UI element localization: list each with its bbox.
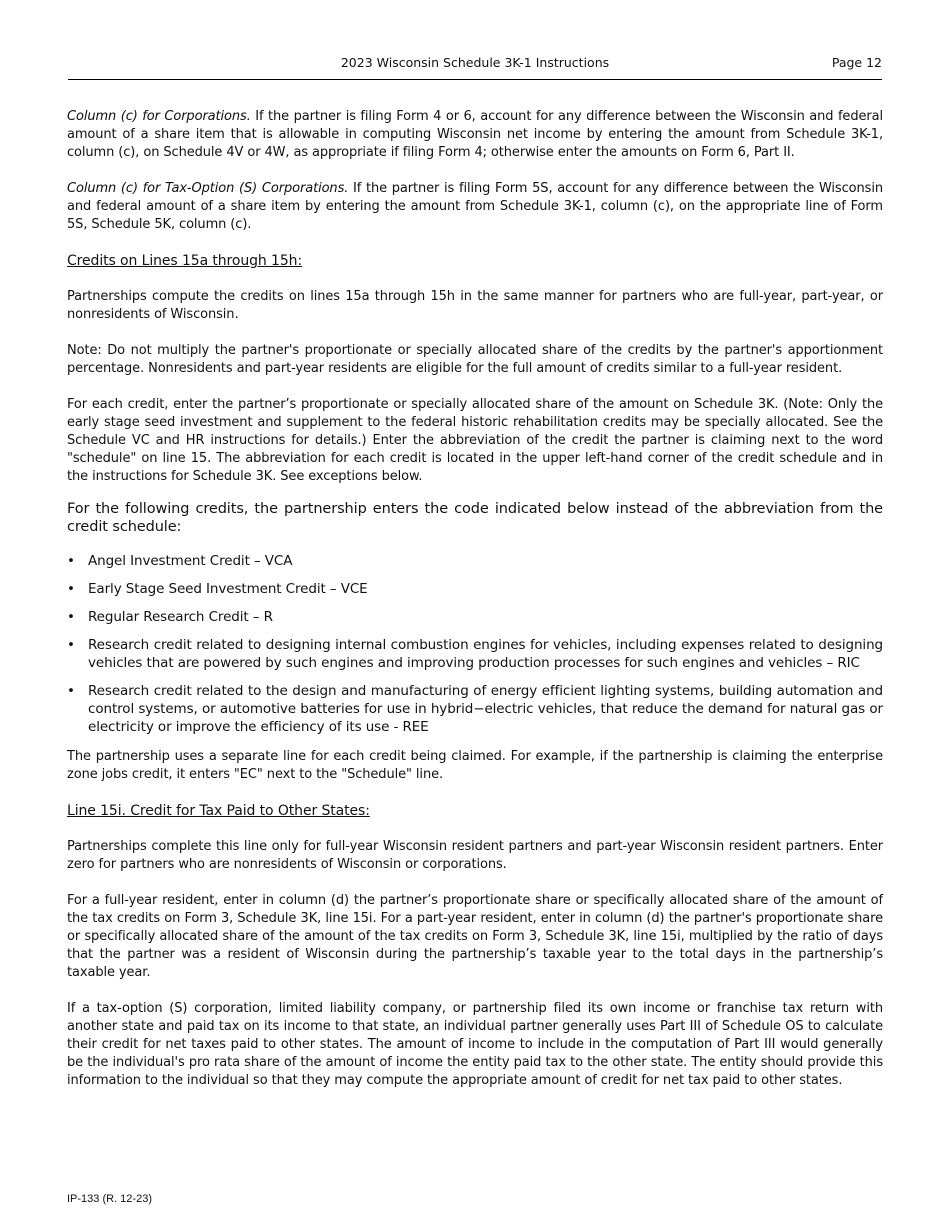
line-15i-heading: Line 15i. Credit for Tax Paid to Other States: — [67, 803, 370, 819]
line-15i-paragraph-1: Partnerships complete this line only for full-year Wisconsin resident partners and part-year Wisconsin resident partners. Enter zero for partners who are nonresidents of Wisconsin or corporations. — [67, 839, 883, 872]
bullet-icon: • — [67, 581, 75, 597]
page-number: Page 12 — [831, 55, 882, 70]
list-item-text: Regular Research Credit – R — [88, 609, 273, 625]
credits-paragraph-4: The partnership uses a separate line for each credit being claimed. For example, if the partnership is claiming the enterprise zone jobs credit, it enters "EC" next to the "Schedule" line. — [67, 749, 883, 782]
list-item — [67, 636, 883, 672]
page-header — [68, 54, 882, 80]
list-item — [67, 580, 883, 598]
list-item-text: Angel Investment Credit – VCA — [88, 553, 293, 569]
bullet-icon: • — [67, 683, 75, 699]
credit-code-list — [67, 552, 883, 736]
column-c-tax-option-text: If the partner is filing Form 5S, account for any difference between the Wisconsin and federal amount of a share item by entering the amount from Schedule 3K-1, column (c), on the appropriate line of Form 5S, Schedule 5K, column (c). — [67, 181, 883, 232]
document-body — [67, 108, 883, 1108]
document-title: 2023 Wisconsin Schedule 3K-1 Instructions — [340, 55, 610, 70]
list-item-text: Research credit related to designing internal combustion engines for vehicles, including expenses related to designing vehicles that are powered by such engines and improving production processes for such engines and vehicles – RIC — [88, 637, 883, 671]
list-item-text: Research credit related to the design and manufacturing of energy efficient lighting systems, building automation and control systems, or automotive batteries for use in hybrid−electric vehicles, that reduce the demand for natural gas or electricity or improve the efficiency of its use - REE — [88, 683, 883, 735]
column-c-tax-option-heading: Column (c) for Tax-Option (S) Corporations. — [67, 181, 349, 196]
list-item-text: Early Stage Seed Investment Credit – VCE — [88, 581, 368, 597]
line-15i-paragraph-2: For a full-year resident, enter in column (d) the partner’s proportionate share or specifically allocated share of the amount of the tax credits on Form 3, Schedule 3K, line 15i. For a part-year resident, enter in column (d) the partner's proportionate share or specifically allocated share of the amount of the tax credits on Form 3, Schedule 3K, line 15i, multiplied by the ratio of days that the partner was a resident of Wisconsin during the partnership’s taxable year to the total days in the partnership’s taxable year. — [67, 893, 883, 980]
column-c-corporations-paragraph — [67, 108, 883, 162]
credits-section-heading: Credits on Lines 15a through 15h: — [67, 253, 303, 269]
bullet-icon: • — [67, 637, 75, 653]
bullet-icon: • — [67, 609, 75, 625]
column-c-corporations-heading: Column (c) for Corporations. — [67, 109, 251, 124]
bullet-icon: • — [67, 553, 75, 569]
credits-note-paragraph: Note: Do not multiply the partner's proportionate or specially allocated share of the credits by the partner's apportionment percentage. Nonresidents and part-year residents are eligible for the full amount of credits similar to a full-year resident. — [67, 343, 883, 376]
form-identifier: IP-133 (R. 12-23) — [67, 1193, 152, 1205]
column-c-corporations-text: If the partner is filing Form 4 or 6, account for any difference between the Wisconsin and federal amount of a share item that is allowable in computing Wisconsin net income by entering the amount from Schedule 3K-1, column (c), on Schedule 4V or 4W, as appropriate if filing Form 4; otherwise enter the amounts on Form 6, Part II. — [67, 109, 884, 160]
credits-paragraph-3: For each credit, enter the partner’s proportionate or specially allocated share of the amount on Schedule 3K. (Note: Only the early stage seed investment and supplement to the federal historic rehabilitation credits may be specially allocated. See the Schedule VC and HR instructions for details.) Enter the abbreviation of the credit the partner is claiming next to the word "schedule" on line 15. The abbreviation for each credit is located in the upper left-hand corner of the credit schedule and in the instructions for Schedule 3K. See exceptions below. — [67, 397, 883, 484]
list-item — [67, 552, 883, 570]
list-item — [67, 682, 883, 736]
credits-paragraph-1: Partnerships compute the credits on lines 15a through 15h in the same manner for partners who are full-year, part-year, or nonresidents of Wisconsin. — [67, 289, 883, 322]
credits-codes-lead: For the following credits, the partnership enters the code indicated below instead of the abbreviation from the credit schedule: — [67, 501, 883, 535]
column-c-tax-option-paragraph — [67, 180, 883, 234]
line-15i-paragraph-3: If a tax-option (S) corporation, limited liability company, or partnership filed its own income or franchise tax return with another state and paid tax on its income to that state, an individual partner generally uses Part III of Schedule OS to calculate their credit for net taxes paid to other states. The amount of income to include in the computation of Part III would generally be the individual's pro rata share of the amount of income the entity paid tax to the other state. The entity should provide this information to the individual so that they may compute the appropriate amount of credit for net tax paid to other states. — [67, 1001, 883, 1088]
list-item — [67, 608, 883, 626]
